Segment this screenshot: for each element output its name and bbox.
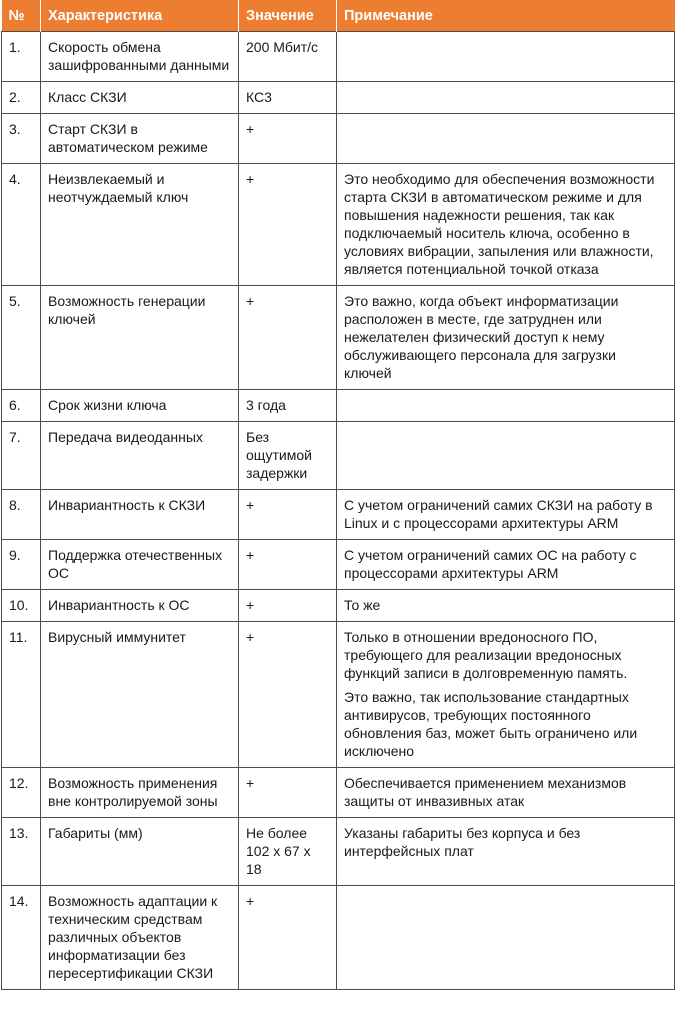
row-note [337, 422, 675, 490]
characteristics-table [1, 0, 675, 990]
row-number: 13. [2, 818, 41, 886]
row-value: + [239, 286, 337, 390]
row-characteristic: Класс СКЗИ [41, 82, 239, 114]
note-paragraph: Обеспечивается применением механизмов защиты от инвазивных атак [344, 775, 627, 809]
row-number: 5. [2, 286, 41, 390]
row-characteristic: Инвариантность к ОС [41, 590, 239, 622]
note-paragraph: С учетом ограничений самих ОС на работу с процессорами архитектуры ARM [344, 547, 637, 581]
row-note [337, 818, 675, 886]
table-row [2, 590, 675, 622]
row-note [337, 622, 675, 768]
column-header-number: № [2, 0, 41, 32]
row-value: + [239, 490, 337, 540]
row-number: 14. [2, 886, 41, 990]
row-value: + [239, 622, 337, 768]
row-number: 6. [2, 390, 41, 422]
row-characteristic: Возможность адаптации к техническим средствам различных объектов информатизации без пересертификации СКЗИ [41, 886, 239, 990]
table-body [2, 32, 675, 990]
row-note [337, 540, 675, 590]
row-value: КС3 [239, 82, 337, 114]
table-row [2, 164, 675, 286]
row-number: 1. [2, 32, 41, 82]
row-value: + [239, 164, 337, 286]
row-characteristic: Поддержка отечественных ОС [41, 540, 239, 590]
row-note [337, 114, 675, 164]
row-value: + [239, 540, 337, 590]
row-number: 2. [2, 82, 41, 114]
row-number: 12. [2, 768, 41, 818]
row-value: Без ощутимой задержки [239, 422, 337, 490]
table-row [2, 622, 675, 768]
row-note [337, 768, 675, 818]
note-paragraph: Это важно, когда объект информатизации расположен в месте, где затруднен или нежелателен физический доступ к нему обслуживающего персонала для загрузки ключей [344, 293, 619, 381]
table-row [2, 768, 675, 818]
row-characteristic: Старт СКЗИ в автоматическом режиме [41, 114, 239, 164]
row-note [337, 390, 675, 422]
note-paragraph: Это важно, так использование стандартных антивирусов, требующих постоянного обновления баз, может быть ограничено или исключено [344, 689, 638, 759]
row-number: 9. [2, 540, 41, 590]
row-characteristic: Возможность применения вне контролируемой зоны [41, 768, 239, 818]
row-value: 3 года [239, 390, 337, 422]
row-characteristic: Неизвлекаемый и неотчуждаемый ключ [41, 164, 239, 286]
row-note [337, 164, 675, 286]
note-paragraph: Это необходимо для обеспечения возможности старта СКЗИ в автоматическом режиме и для повышения надежности решения, так как подключаемый носитель ключа, особенно в условиях вибрации, запыления или влажности, является потенциальной точкой отказа [344, 171, 655, 277]
note-paragraph: То же [344, 597, 381, 613]
row-note [337, 82, 675, 114]
row-characteristic: Передача видеоданных [41, 422, 239, 490]
table-row [2, 82, 675, 114]
column-header-characteristic: Характеристика [41, 0, 239, 32]
column-header-note: Примечание [337, 0, 675, 32]
table-row [2, 114, 675, 164]
row-value: + [239, 114, 337, 164]
row-value: + [239, 886, 337, 990]
row-characteristic: Вирусный иммунитет [41, 622, 239, 768]
row-number: 8. [2, 490, 41, 540]
table-row [2, 422, 675, 490]
row-note [337, 590, 675, 622]
row-number: 11. [2, 622, 41, 768]
row-note [337, 886, 675, 990]
table-header-row [2, 0, 675, 32]
row-note [337, 32, 675, 82]
row-characteristic: Возможность генерации ключей [41, 286, 239, 390]
note-paragraph: Указаны габариты без корпуса и без интерфейсных плат [344, 825, 581, 859]
row-characteristic: Инвариантность к СКЗИ [41, 490, 239, 540]
table-row [2, 32, 675, 82]
table-row [2, 286, 675, 390]
row-value: 200 Мбит/с [239, 32, 337, 82]
row-number: 3. [2, 114, 41, 164]
row-note [337, 286, 675, 390]
row-number: 7. [2, 422, 41, 490]
table-row [2, 886, 675, 990]
row-note [337, 490, 675, 540]
column-header-value: Значение [239, 0, 337, 32]
note-paragraph: С учетом ограничений самих СКЗИ на работу в Linux и с процессорами архитектуры ARM [344, 497, 653, 531]
row-number: 10. [2, 590, 41, 622]
row-value: + [239, 768, 337, 818]
row-characteristic: Габариты (мм) [41, 818, 239, 886]
row-value: + [239, 590, 337, 622]
note-paragraph: Только в отношении вредоносного ПО, требующего для реализации вредоносных функций записи в долговременную память. [344, 629, 628, 681]
table-row [2, 490, 675, 540]
row-characteristic: Скорость обмена зашифрованными данными [41, 32, 239, 82]
table-row [2, 540, 675, 590]
table-row [2, 390, 675, 422]
row-number: 4. [2, 164, 41, 286]
row-characteristic: Срок жизни ключа [41, 390, 239, 422]
table-row [2, 818, 675, 886]
row-value: Не более 102 x 67 x 18 [239, 818, 337, 886]
